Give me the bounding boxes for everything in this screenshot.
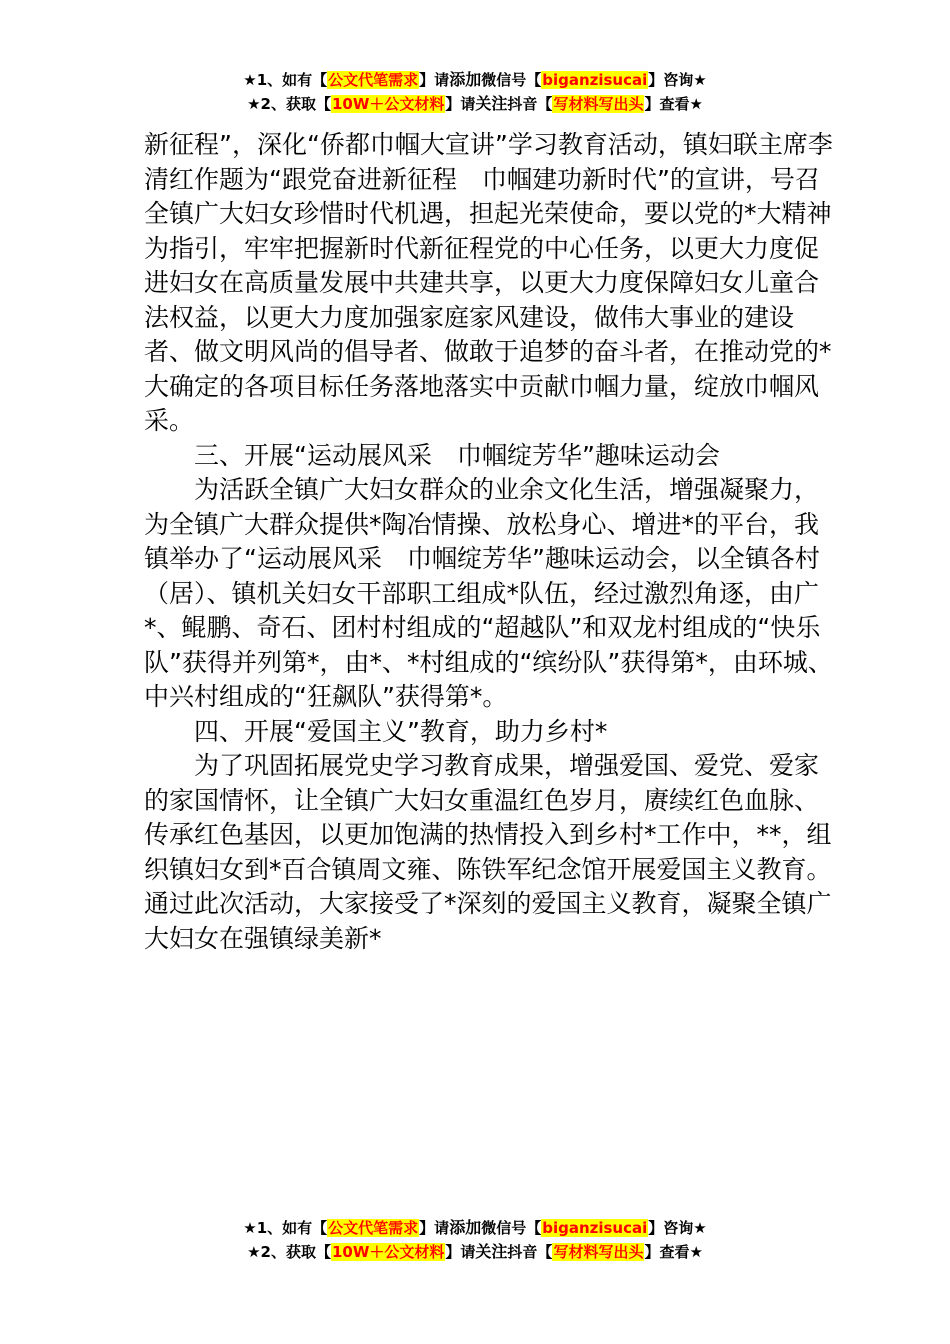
paragraph: 为了巩固拓展党史学习教育成果，增强爱国、爱党、爱家的家国情怀，让全镇广大妇女重温红色岁月，赓续红色血脉、传承红色基因，以更加饱满的热情投入到乡村*工作中，**，组织镇妇女到*百合镇周文雍、陈铁军纪念馆开展爱国主义教育。通过此次活动，大家接受了*深刻的爱国主义教育，凝聚全镇广大妇女在强镇绿美新* [144, 751, 832, 953]
banner-emphasis: 添加 [449, 70, 482, 89]
banner-text: 抖音【 [507, 1243, 553, 1261]
banner-emphasis: 关注 [475, 94, 508, 113]
highlight-douyin: 写材料写出头 [553, 95, 644, 113]
banner-text: 】查看★ [644, 95, 703, 113]
banner-text: 】请 [419, 1219, 450, 1237]
section-heading: 四、开展“爱国主义”教育，助力乡村* [194, 716, 608, 746]
highlight-service: 公文代笔需求 [328, 71, 419, 89]
banner-text: 】请 [445, 95, 476, 113]
document-body [144, 128, 834, 956]
banner-text: 】咨询★ [648, 1219, 707, 1237]
banner-text: 】请 [445, 1243, 476, 1261]
banner-line-2 [0, 1240, 950, 1264]
banner-line-1 [0, 68, 950, 92]
header-banner [0, 68, 950, 116]
highlight-wechat-id: biganzisucai [542, 71, 648, 89]
banner-text: ★1、如有【 [243, 1219, 328, 1237]
banner-line-2 [0, 92, 950, 116]
footer-banner [0, 1216, 950, 1264]
banner-text: 】请 [419, 71, 450, 89]
paragraph: 新征程”，深化“侨都巾帼大宣讲”学习教育活动，镇妇联主席李清红作题为“跟党奋进新征程 巾帼建功新时代”的宣讲，号召全镇广大妇女珍惜时代机遇，担起光荣使命，要以党的*大精神为指引，牢牢把握新时代新征程党的中心任务，以更大力度促进妇女在高质量发展中共建共享，以更大力度保障妇女儿童合法权益，以更大力度加强家庭家风建设，做伟大事业的建设者、做文明风尚的倡导者、做敢于追梦的奋斗者，在推动党的*大确定的各项目标任务落地落实中贡献巾帼力量，绽放巾帼风采。 [144, 130, 833, 435]
banner-text: ★1、如有【 [243, 71, 328, 89]
banner-emphasis: 添加 [449, 1218, 482, 1237]
banner-text: 微信号【 [481, 1219, 542, 1237]
highlight-materials: 10W＋公文材料 [331, 1243, 445, 1261]
highlight-douyin: 写材料写出头 [553, 1243, 644, 1261]
banner-text: 】咨询★ [648, 71, 707, 89]
highlight-materials: 10W＋公文材料 [331, 95, 445, 113]
section-heading: 三、开展“运动展风采 巾帼绽芳华”趣味运动会 [194, 440, 720, 470]
highlight-wechat-id: biganzisucai [542, 1219, 648, 1237]
banner-emphasis: 关注 [475, 1242, 508, 1261]
banner-text: 微信号【 [481, 71, 542, 89]
banner-text: 抖音【 [507, 95, 553, 113]
banner-text: ★2、获取【 [247, 95, 331, 113]
banner-text: ★2、获取【 [247, 1243, 331, 1261]
banner-text: 】查看★ [644, 1243, 703, 1261]
paragraph: 为活跃全镇广大妇女群众的业余文化生活，增强凝聚力，为全镇广大群众提供*陶冶情操、放松身心、增进*的平台，我镇举办了“运动展风采 巾帼绽芳华”趣味运动会，以全镇各村（居）、镇机关妇女干部职工组成*队伍，经过激烈角逐，由广*、鲲鹏、奇石、团村村组成的“超越队”和双龙村组成的“快乐队”获得并列第*，由*、*村组成的“缤纷队”获得第*，由环城、中兴村组成的“狂飙队”获得第*。 [144, 475, 833, 711]
highlight-service: 公文代笔需求 [328, 1219, 419, 1237]
banner-line-1 [0, 1216, 950, 1240]
